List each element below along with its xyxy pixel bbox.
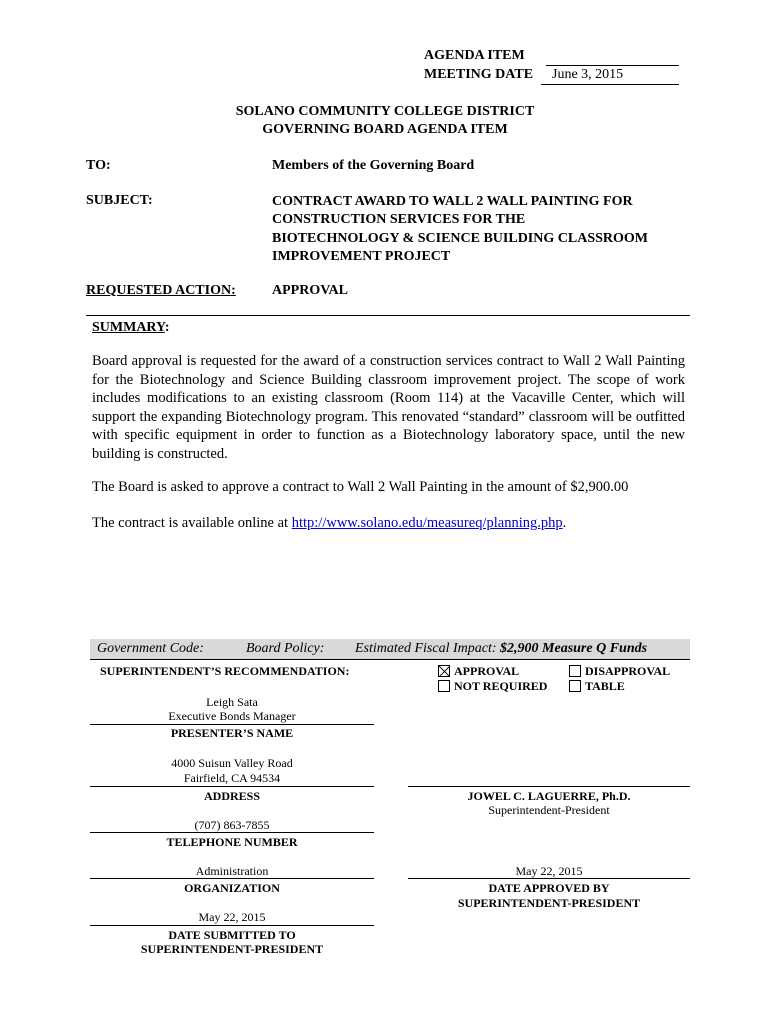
address-label: ADDRESS: [203, 789, 260, 803]
superintendent-signature-line: [408, 786, 690, 787]
date-submitted-value: May 22, 2015: [198, 910, 266, 924]
superintendent-title: Superintendent-President: [488, 803, 610, 817]
option-table[interactable]: [569, 679, 625, 694]
district-title: SOLANO COMMUNITY COLLEGE DISTRICT: [235, 104, 535, 119]
recommendation-label: SUPERINTENDENT’S RECOMMENDATION:: [100, 664, 350, 678]
presenter-line: [90, 724, 374, 725]
option-not-required-label: NOT REQUIRED: [454, 679, 548, 693]
not-required-checkbox[interactable]: [438, 680, 450, 692]
subject-line: CONSTRUCTION SERVICES FOR THE: [272, 212, 526, 228]
meeting-date-value: June 3, 2015: [552, 67, 624, 82]
subject-label: SUBJECT:: [86, 193, 153, 208]
approval-checkbox[interactable]: [438, 665, 450, 677]
board-policy-label: Board Policy:: [246, 641, 325, 656]
disapproval-checkbox[interactable]: [569, 665, 581, 677]
organization-line: [90, 878, 374, 879]
organization-value: Administration: [195, 864, 269, 878]
summary-paragraph-2: The Board is asked to approve a contract to Wall 2 Wall Painting in the amount of $2,900.00: [92, 479, 629, 495]
subject-line: BIOTECHNOLOGY & SCIENCE BUILDING CLASSROOM: [272, 230, 648, 246]
table-checkbox[interactable]: [569, 680, 581, 692]
presenter-title: Executive Bonds Manager: [168, 709, 296, 723]
subject-value: [272, 193, 648, 266]
date-approved-label-1: DATE APPROVED BY: [488, 881, 610, 895]
phone-value: (707) 863-7855: [194, 818, 270, 832]
presenter-name-label: PRESENTER’S NAME: [170, 726, 294, 740]
date-approved-value: May 22, 2015: [515, 864, 583, 878]
agenda-title: GOVERNING BOARD AGENDA ITEM: [262, 122, 508, 137]
phone-line: [90, 832, 374, 833]
requested-action-label: REQUESTED ACTION:: [86, 283, 236, 298]
address-line: [90, 786, 374, 787]
date-submitted-label-2: SUPERINTENDENT-PRESIDENT: [140, 942, 324, 956]
phone-label: TELEPHONE NUMBER: [166, 835, 298, 849]
summary-heading: [92, 320, 170, 336]
presenter-name: Leigh Sata: [206, 695, 258, 709]
option-approval-label: APPROVAL: [454, 664, 520, 678]
meeting-date-label: MEETING DATE: [424, 67, 534, 82]
fiscal-impact-value: $2,900 Measure Q Funds: [500, 641, 648, 656]
superintendent-name: JOWEL C. LAGUERRE, Ph.D.: [467, 789, 631, 803]
contract-link[interactable]: http://www.solano.edu/measureq/planning.php: [291, 515, 563, 531]
summary-paragraph-1: Board approval is requested for the award of a construction services contract to Wall 2 Wall Painting for the Biotechnology and Science Building classroom improvement project. The scope of work includes modifications to an existing classroom (Room 114) at the Vacaville Center, which will support the expanding Biotechnology program. This renovated “standard” classroom will be outfitted with specific equipment in order to function as a Biotechnology laboratory space, until the new building is constructed.: [92, 353, 685, 462]
option-disapproval-label: DISAPPROVAL: [585, 664, 671, 678]
to-value: Members of the Governing Board: [272, 158, 475, 173]
summary-heading-colon: :: [164, 320, 170, 335]
meeting-date-line: [541, 84, 679, 85]
date-submitted-label-1: DATE SUBMITTED TO: [168, 928, 296, 942]
option-disapproval[interactable]: [569, 664, 670, 679]
agenda-item-label: AGENDA ITEM: [424, 48, 525, 63]
requested-action-value: APPROVAL: [272, 283, 348, 298]
summary-divider: [86, 315, 690, 316]
to-label: TO:: [86, 158, 111, 173]
subject-line: IMPROVEMENT PROJECT: [272, 248, 451, 264]
option-approval[interactable]: [438, 664, 519, 679]
summary-heading-text: SUMMARY: [92, 320, 165, 335]
address-line-1: 4000 Suisun Valley Road: [171, 756, 293, 770]
option-table-label: TABLE: [585, 679, 625, 693]
address-line-2: Fairfield, CA 94534: [183, 771, 281, 785]
contract-text: The contract is available online at: [92, 515, 292, 531]
summary-paragraph-3: [92, 514, 685, 533]
subject-line: CONTRACT AWARD TO WALL 2 WALL PAINTING FOR: [272, 194, 633, 209]
date-submitted-line: [90, 925, 374, 926]
date-approved-label-2: SUPERINTENDENT-PRESIDENT: [457, 896, 641, 910]
fiscal-impact-label: Estimated Fiscal Impact:: [355, 641, 497, 656]
organization-label: ORGANIZATION: [184, 881, 280, 895]
date-approved-line: [408, 878, 690, 879]
contract-period: .: [562, 515, 567, 531]
government-code-label: Government Code:: [97, 641, 204, 656]
fiscal-impact: [355, 641, 647, 657]
option-not-required[interactable]: [438, 679, 547, 694]
agenda-item-line: [546, 65, 679, 66]
